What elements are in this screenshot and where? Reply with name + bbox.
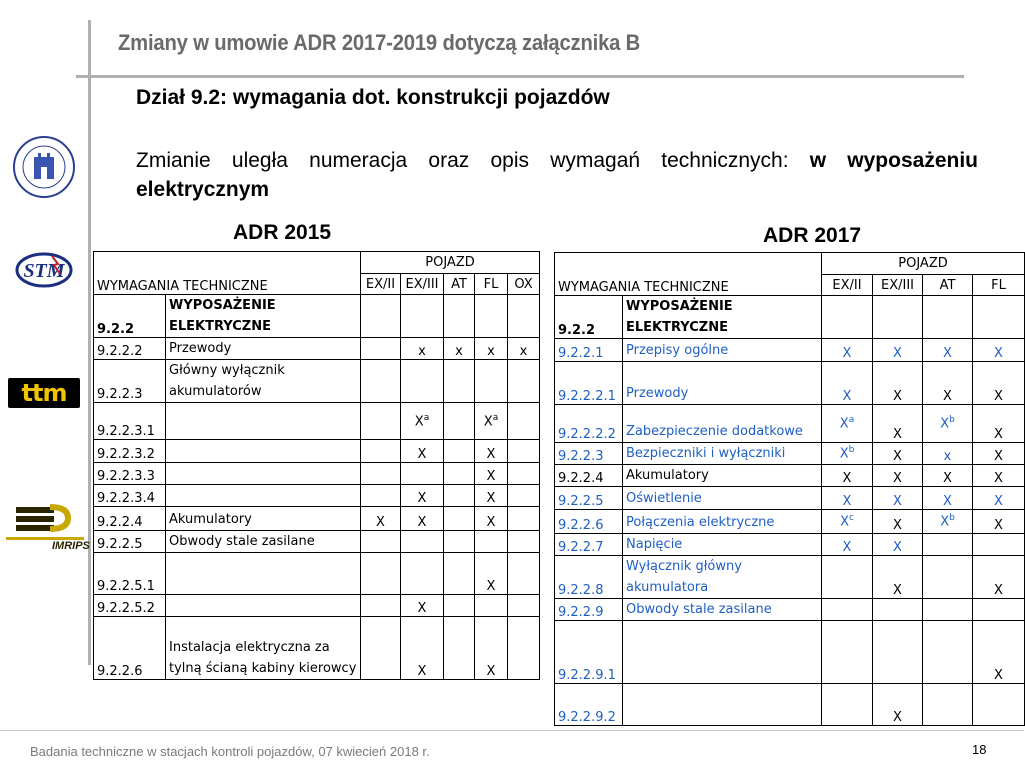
adr2015-cell-mark: X: [486, 447, 496, 462]
adr2015-cell: [444, 295, 475, 338]
adr2017-cell-footnote: b: [949, 513, 955, 524]
adr2017-cell: [923, 339, 973, 362]
adr2017-row-number: 9.2.2.9: [555, 599, 623, 621]
adr2017-row-number: 9.2.2.1: [555, 339, 623, 362]
description-text: Zmianie uległa numeracja oraz opis wymagań technicznych:: [136, 149, 789, 172]
adr2017-row-name: Akumulatory: [623, 465, 822, 487]
adr2017-cell: [923, 599, 973, 621]
adr2017-cell-mark: X: [994, 346, 1003, 361]
adr2017-row: [555, 556, 1025, 599]
adr2015-cell: [475, 531, 508, 553]
adr2015-row-number: 9.2.2.4: [94, 507, 166, 531]
adr2017-row-name: WYPOSAŻENIE ELEKTRYCZNE: [623, 296, 822, 339]
adr2015-cell: [475, 595, 508, 617]
ttm-logo-text: ttm: [21, 379, 67, 407]
adr2015-cell: [401, 440, 444, 463]
adr2017-cell-mark: X: [994, 668, 1003, 683]
adr2015-col: AT: [444, 274, 475, 295]
adr2017-cell-mark: X: [943, 346, 952, 361]
adr2017-cell: [923, 443, 973, 465]
stm-logo: [14, 250, 74, 295]
adr2015-cell: [508, 295, 540, 338]
adr2015-cell: [401, 553, 444, 595]
adr2017-row-number: 9.2.2.5: [555, 487, 623, 510]
adr2017-cell-footnote: c: [848, 513, 854, 524]
adr2017-cell: [973, 339, 1025, 362]
adr2017-cell-mark: x: [943, 449, 952, 464]
adr2015-cell: [361, 403, 401, 440]
adr2017-cell: [822, 556, 873, 599]
adr2017-cell: [873, 405, 923, 443]
footer-rule: [0, 730, 1024, 731]
adr2015-row-name: Obwody stale zasilane: [166, 531, 361, 553]
adr2015-cell-mark: X: [417, 515, 427, 530]
adr2017-cell: [973, 465, 1025, 487]
adr2015-cell: [361, 463, 401, 485]
adr2015-col: EX/II: [361, 274, 401, 295]
adr2017-row: [555, 405, 1025, 443]
adr2015-cell: [401, 463, 444, 485]
adr2015-row: [94, 485, 540, 507]
adr2017-cell-mark: X: [893, 389, 902, 404]
adr2015-cell: [401, 338, 444, 360]
adr2017-cell: [973, 487, 1025, 510]
adr2015-cell: [361, 595, 401, 617]
adr2017-row-name: Oświetlenie: [623, 487, 822, 510]
imrips-logo-text: IMRIPS: [52, 540, 90, 552]
adr2017-row-number: 9.2.2.2.2: [555, 405, 623, 443]
adr2015-row: [94, 617, 540, 680]
adr2015-cell: [401, 617, 444, 680]
adr2017-cell: [822, 534, 873, 556]
adr2017-cell: [822, 599, 873, 621]
adr2015-cell: [361, 360, 401, 403]
vertical-rule: [88, 20, 91, 665]
adr2015-row: [94, 553, 540, 595]
adr2017-cell-mark: X: [994, 427, 1003, 442]
adr2017-row-name: Bezpieczniki i wyłączniki: [623, 443, 822, 465]
adr2015-cell-mark: x: [519, 344, 528, 359]
adr2015-row-name: [166, 440, 361, 463]
adr2017-cell: [873, 339, 923, 362]
adr2017-row: [555, 443, 1025, 465]
adr2015-row-name: Instalacja elektryczna za tylną ścianą kabiny kierowcy: [166, 617, 361, 680]
imrips-logo: [6, 505, 90, 554]
adr2017-cell: [822, 684, 873, 726]
adr2017-row-name: Napięcie: [623, 534, 822, 556]
adr2015-cell-mark: X: [417, 601, 427, 616]
adr2015-cell: [475, 360, 508, 403]
adr2017-col: EX/II: [822, 275, 873, 296]
adr2017-cell: [973, 621, 1025, 684]
adr2017-cell-footnote: b: [848, 445, 855, 456]
adr2017-row-name: Obwody stale zasilane: [623, 599, 822, 621]
adr2015-cell: [508, 360, 540, 403]
adr2017-cell-mark: X: [940, 514, 950, 530]
adr2017-cell-mark: X: [943, 471, 952, 486]
adr2017-cell: [923, 296, 973, 339]
stm-logo-text: STM: [23, 260, 65, 282]
adr2015-cell: [508, 440, 540, 463]
adr2015-row-name: Główny wyłącznik akumulatorów: [166, 360, 361, 403]
adr2015-row: [94, 360, 540, 403]
adr2015-row-number: 9.2.2.3.2: [94, 440, 166, 463]
adr2015-cell-mark: X: [486, 491, 496, 506]
adr2017-row-name: Zabezpieczenie dodatkowe: [623, 405, 822, 443]
adr2017-cell: [873, 556, 923, 599]
adr2015-cell: [401, 360, 444, 403]
adr2017-cell: [973, 510, 1025, 534]
adr2015-row-number: 9.2.2.6: [94, 617, 166, 680]
adr2015-cell: [475, 295, 508, 338]
adr2017-cell: [973, 296, 1025, 339]
adr2017-cell-mark: X: [842, 540, 852, 555]
adr2017-row: [555, 534, 1025, 556]
adr2015-cell-mark: X: [486, 664, 496, 679]
adr2017-cell-mark: X: [840, 514, 849, 530]
adr2017-label: ADR 2017: [763, 224, 862, 247]
adr2017-cell-mark: X: [893, 540, 902, 555]
adr2015-col: EX/III: [401, 274, 444, 295]
adr2015-cell: [475, 617, 508, 680]
adr2017-cell: [923, 487, 973, 510]
adr2015-cell-mark: x: [418, 344, 426, 359]
adr2015-row: [94, 463, 540, 485]
adr2017-cell-mark: X: [893, 710, 902, 725]
adr2015-row-number: 9.2.2.5: [94, 531, 166, 553]
adr2017-row-number: 9.2.2.8: [555, 556, 623, 599]
adr2015-cell: [508, 553, 540, 595]
adr2017-cell-mark: X: [842, 494, 852, 509]
adr2017-cell-mark: X: [842, 389, 852, 404]
adr2015-cell: [475, 463, 508, 485]
adr2017-cell-mark: X: [839, 416, 849, 432]
adr2015-cell-mark: x: [455, 344, 463, 359]
adr2017-cell: [973, 362, 1025, 405]
adr2015-header-wymagania: WYMAGANIA TECHNICZNE: [94, 252, 361, 295]
adr2015-row-number: 9.2.2.3.1: [94, 403, 166, 440]
adr2017-row-name: [623, 621, 822, 684]
adr2017-cell: [923, 405, 973, 443]
adr2015-cell: [508, 531, 540, 553]
adr2015-cell: [508, 463, 540, 485]
adr2015-row-name: Akumulatory: [166, 507, 361, 531]
adr2017-cell-mark: X: [893, 583, 902, 598]
adr2015-cell: [475, 403, 508, 440]
adr2015-row-number: 9.2.2.3: [94, 360, 166, 403]
adr2015-cell-mark: X: [483, 414, 493, 430]
adr2017-row: [555, 684, 1025, 726]
adr2017-cell-footnote: b: [949, 415, 955, 426]
adr2015-cell: [361, 440, 401, 463]
adr2015-cell-mark: X: [417, 491, 427, 506]
adr2017-row: [555, 599, 1025, 621]
adr2017-cell: [822, 339, 873, 362]
adr2015-cell: [444, 617, 475, 680]
adr2017-header-wymagania: WYMAGANIA TECHNICZNE: [555, 253, 822, 296]
ttm-logo: [8, 378, 80, 408]
adr2017-row: [555, 510, 1025, 534]
adr2017-cell: [822, 621, 873, 684]
adr2017-row-number: 9.2.2.4: [555, 465, 623, 487]
adr2015-row-number: 9.2.2.3.4: [94, 485, 166, 507]
page-number: 18: [972, 742, 987, 757]
adr2015-row: [94, 507, 540, 531]
adr2017-cell-mark: X: [893, 427, 902, 442]
adr2017-cell: [873, 534, 923, 556]
adr2015-cell: [361, 617, 401, 680]
adr2015-row-name: WYPOSAŻENIE ELEKTRYCZNE: [166, 295, 361, 338]
adr2015-row-number: 9.2.2.2: [94, 338, 166, 360]
adr2017-cell: [923, 362, 973, 405]
adr2017-cell: [973, 684, 1025, 726]
adr2017-cell-mark: X: [994, 449, 1003, 464]
adr2015-row-number: 9.2.2: [94, 295, 166, 338]
adr2015-row: [94, 531, 540, 553]
adr2017-cell: [973, 443, 1025, 465]
adr2017-row-number: 9.2.2.3: [555, 443, 623, 465]
adr2017-cell: [973, 599, 1025, 621]
adr2015-table: [93, 251, 540, 680]
adr2015-col: FL: [475, 274, 508, 295]
adr2017-cell-mark: X: [940, 416, 950, 432]
adr2015-row-name: Przewody: [166, 338, 361, 360]
adr2015-cell: [444, 338, 475, 360]
adr2017-row-name: Połączenia elektryczne: [623, 510, 822, 534]
adr2015-cell-mark: X: [486, 579, 496, 594]
adr2015-row-name: [166, 595, 361, 617]
adr2015-cell: [361, 531, 401, 553]
adr2015-cell: [401, 595, 444, 617]
adr2015-cell: [508, 485, 540, 507]
adr2015-cell: [508, 338, 540, 360]
adr2015-cell: [444, 531, 475, 553]
adr2015-cell: [475, 485, 508, 507]
description: [136, 146, 978, 204]
adr2017-cell: [873, 443, 923, 465]
adr2017-cell: [822, 296, 873, 339]
adr2017-cell-mark: X: [839, 446, 849, 462]
adr2017-cell: [822, 443, 873, 465]
adr2015-label: ADR 2015: [233, 221, 332, 244]
adr2017-cell: [973, 405, 1025, 443]
adr2015-row: [94, 595, 540, 617]
adr2017-row-number: 9.2.2.9.2: [555, 684, 623, 726]
adr2017-cell-mark: X: [893, 471, 902, 486]
adr2017-cell: [973, 556, 1025, 599]
adr2015-cell: [475, 440, 508, 463]
adr2015-cell: [475, 338, 508, 360]
adr2017-cell-mark: X: [842, 471, 852, 486]
adr2017-cell-mark: X: [893, 449, 902, 464]
adr2015-cell: [508, 403, 540, 440]
adr2017-row-number: 9.2.2.9.1: [555, 621, 623, 684]
adr2017-cell-mark: X: [994, 494, 1003, 509]
adr2017-cell: [873, 510, 923, 534]
adr2017-cell: [873, 599, 923, 621]
adr2015-cell: [444, 553, 475, 595]
adr2017-cell: [873, 621, 923, 684]
adr2017-row-number: 9.2.2.7: [555, 534, 623, 556]
adr2015-cell: [444, 463, 475, 485]
adr2017-table: [554, 252, 1025, 726]
adr2017-cell: [923, 621, 973, 684]
adr2017-cell: [923, 465, 973, 487]
adr2015-cell: [361, 553, 401, 595]
adr2017-cell-mark: X: [943, 494, 952, 509]
adr2015-cell: [508, 595, 540, 617]
adr2017-cell: [873, 684, 923, 726]
adr2015-cell: [444, 485, 475, 507]
adr2017-cell: [822, 465, 873, 487]
adr2015-cell-mark: X: [417, 447, 427, 462]
adr2015-cell: [444, 507, 475, 531]
adr2015-cell: [444, 595, 475, 617]
adr2015-header-pojazd: POJAZD: [361, 252, 540, 274]
adr2017-cell-mark: X: [994, 471, 1003, 486]
adr2015-row-number: 9.2.2.5.2: [94, 595, 166, 617]
adr2015-cell: [361, 338, 401, 360]
adr2017-row: [555, 487, 1025, 510]
adr2015-cell: [444, 403, 475, 440]
adr2017-row-number: 9.2.2: [555, 296, 623, 339]
adr2017-row-name: Przewody: [623, 362, 822, 405]
adr2017-cell: [873, 487, 923, 510]
adr2017-row-name: Przepisy ogólne: [623, 339, 822, 362]
footer-text: Badania techniczne w stacjach kontroli pojazdów, 07 kwiecień 2018 r.: [30, 744, 430, 759]
adr2015-row-number: 9.2.2.3.3: [94, 463, 166, 485]
adr2017-col: EX/III: [873, 275, 923, 296]
adr2017-row: [555, 465, 1025, 487]
description-bold: w wyposażeniu elektrycznym: [136, 149, 978, 201]
adr2015-col: OX: [508, 274, 540, 295]
adr2015-cell: [508, 507, 540, 531]
adr2015-cell: [361, 485, 401, 507]
adr2015-row: [94, 403, 540, 440]
adr2017-cell: [923, 534, 973, 556]
adr2015-cell: [401, 403, 444, 440]
adr2017-row: [555, 362, 1025, 405]
adr2015-cell-footnote: a: [492, 412, 499, 423]
adr2017-row: [555, 621, 1025, 684]
adr2015-row: [94, 440, 540, 463]
adr2015-cell-mark: X: [417, 664, 427, 679]
adr2017-cell-mark: X: [994, 518, 1003, 533]
adr2017-cell-footnote: a: [848, 415, 855, 426]
adr2017-cell-mark: X: [943, 389, 952, 404]
adr2017-cell: [923, 684, 973, 726]
adr2017-cell: [822, 487, 873, 510]
adr2017-cell: [973, 534, 1025, 556]
adr2017-cell-mark: X: [842, 346, 852, 361]
adr2015-cell: [361, 295, 401, 338]
adr2015-cell: [508, 617, 540, 680]
adr2017-row-name: [623, 684, 822, 726]
slide-subtitle: Dział 9.2: wymagania dot. konstrukcji pojazdów: [136, 86, 610, 109]
adr2015-cell: [401, 507, 444, 531]
adr2015-cell-mark: x: [487, 344, 495, 359]
adr2015-cell-mark: X: [486, 515, 496, 530]
adr2015-row-number: 9.2.2.5.1: [94, 553, 166, 595]
adr2015-row-name: [166, 553, 361, 595]
adr2017-cell-mark: X: [893, 518, 902, 533]
adr2017-row-name: Wyłącznik główny akumulatora: [623, 556, 822, 599]
adr2015-cell-mark: X: [376, 515, 385, 530]
put-university-logo: [12, 135, 76, 204]
adr2015-cell: [475, 553, 508, 595]
adr2015-cell: [444, 440, 475, 463]
adr2017-cell: [873, 362, 923, 405]
adr2017-cell: [923, 510, 973, 534]
title-underline: [76, 75, 964, 78]
adr2015-cell: [401, 531, 444, 553]
adr2017-row: [555, 339, 1025, 362]
adr2017-row: [555, 296, 1025, 339]
adr2015-row: [94, 295, 540, 338]
adr2017-col: FL: [973, 275, 1025, 296]
adr2017-col: AT: [923, 275, 973, 296]
adr2015-cell: [401, 485, 444, 507]
adr2017-cell-mark: X: [994, 389, 1003, 404]
adr2015-row: [94, 338, 540, 360]
adr2015-cell: [361, 507, 401, 531]
adr2017-row-number: 9.2.2.2.1: [555, 362, 623, 405]
adr2015-cell-mark: X: [414, 414, 424, 430]
adr2015-cell: [475, 507, 508, 531]
adr2015-row-name: [166, 463, 361, 485]
adr2017-cell-mark: X: [893, 494, 902, 509]
adr2015-cell-mark: X: [486, 469, 496, 484]
adr2017-row-number: 9.2.2.6: [555, 510, 623, 534]
adr2017-cell: [873, 296, 923, 339]
adr2017-header-pojazd: POJAZD: [822, 253, 1025, 275]
adr2015-row-name: [166, 485, 361, 507]
adr2017-cell: [873, 465, 923, 487]
adr2015-row-name: [166, 403, 361, 440]
adr2017-cell: [822, 362, 873, 405]
adr2015-cell-footnote: a: [423, 412, 430, 423]
adr2017-cell-mark: X: [994, 583, 1003, 598]
adr2017-cell: [822, 510, 873, 534]
slide-title: Zmiany w umowie ADR 2017-2019 dotyczą załącznika B: [118, 30, 641, 55]
adr2017-cell: [822, 405, 873, 443]
adr2015-cell: [444, 360, 475, 403]
adr2015-cell: [401, 295, 444, 338]
adr2017-cell: [923, 556, 973, 599]
adr2017-cell-mark: X: [893, 346, 902, 361]
